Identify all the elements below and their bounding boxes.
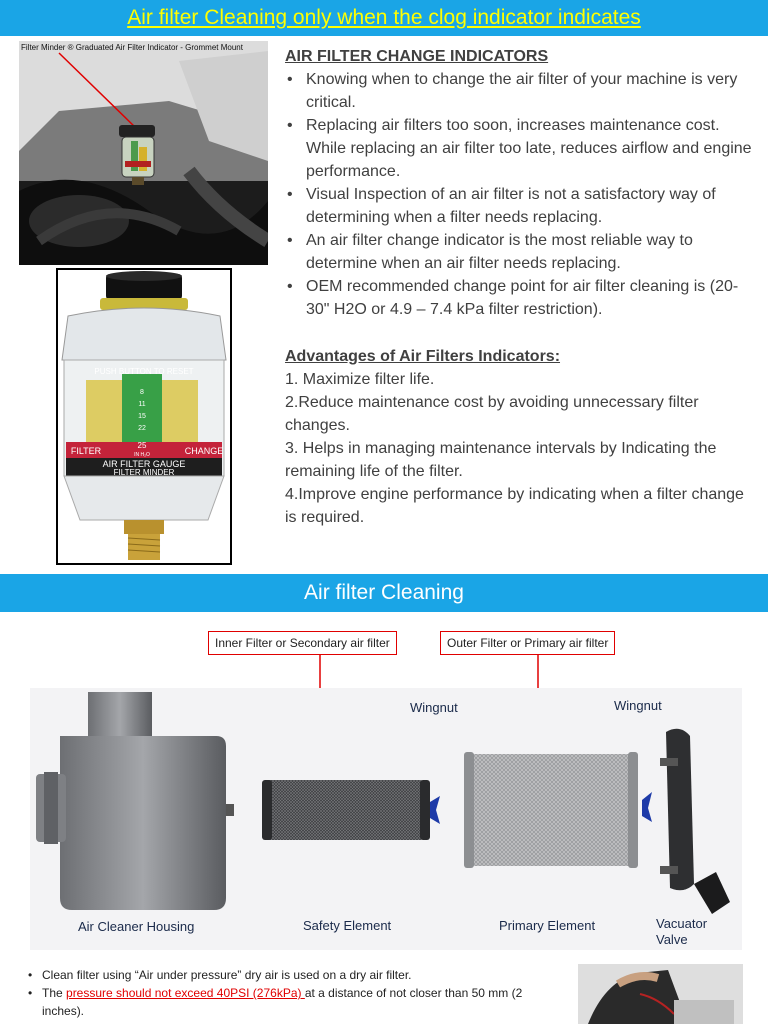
cleaning-photo-illustration xyxy=(578,964,743,1024)
vacuator-label-line1: Vacuator xyxy=(656,916,708,931)
safety-element-label: Safety Element xyxy=(303,918,392,933)
advantages-heading: Advantages of Air Filters Indicators: xyxy=(285,348,561,365)
cleaning-steps-list xyxy=(22,966,562,1020)
pressure-warning: pressure should not exceed 40PSI (276kPa) xyxy=(66,986,305,1000)
indicator-scale-25: 25 xyxy=(137,441,147,450)
primary-element-label: Primary Element xyxy=(499,918,596,933)
inner-filter-callout: Inner Filter or Secondary air filter xyxy=(208,631,397,655)
outer-filter-callout: Outer Filter or Primary air filter xyxy=(440,631,615,655)
wingnut-icon-1 xyxy=(430,796,440,824)
change-indicators-heading: AIR FILTER CHANGE INDICATORS xyxy=(285,48,549,65)
wingnut-label-1: Wingnut xyxy=(410,700,458,715)
top-banner-title: Air filter Cleaning only when the clog indicator indicates xyxy=(127,6,641,29)
indicator-scale-22: 22 xyxy=(138,425,146,432)
indicator-unit: IN H₂O xyxy=(134,452,150,458)
primary-element-shape xyxy=(464,752,638,868)
advantage-item: 4.Improve engine performance by indicating when a filter change is required. xyxy=(285,486,744,526)
indicator-scale-11: 11 xyxy=(138,401,146,408)
cleaning-step-2-suffix: at a distance of not closer than 50 mm (2 inches). xyxy=(42,986,523,1018)
cleaning-step-1: • Clean filter using “Air under pressure” dry air is used on a dry air filter. xyxy=(22,966,562,984)
indicator-scale-15: 15 xyxy=(138,413,146,420)
indicator-brand-line2: FILTER MINDER xyxy=(113,468,175,477)
cleaning-step-2 xyxy=(22,984,562,1020)
change-indicator-bullet: • Visual Inspection of an air filter is not a satisfactory way of determining when a filter needs replacing. xyxy=(285,183,757,229)
advantage-item: 1. Maximize filter life. xyxy=(285,371,435,388)
vacuator-label-line2: Valve xyxy=(656,932,688,947)
air-cleaner-housing-label: Air Cleaner Housing xyxy=(78,919,195,934)
change-indicator-bullet: • Replacing air filters too soon, increases maintenance cost. While replacing an air filter too late, reduces airflow and engine performance. xyxy=(285,114,757,183)
cleaning-step-2-prefix: The xyxy=(42,986,67,1000)
air-cleaner-housing-shape xyxy=(36,692,234,910)
change-indicator-bullet: • Knowing when to change the air filter of your machine is very critical. xyxy=(285,68,757,114)
indicator-brand-line1: AIR FILTER GAUGE xyxy=(102,459,186,469)
cleaning-photo xyxy=(578,964,743,1024)
advantage-item: 2.Reduce maintenance cost by avoiding unnecessary filter changes. xyxy=(285,394,699,434)
wingnut-icon-2 xyxy=(642,792,652,822)
indicator-scale-8: 8 xyxy=(140,389,144,396)
engine-photo-caption: Filter Minder ® Graduated Air Filter Indicator - Grommet Mount xyxy=(21,43,243,52)
wingnut-label-2: Wingnut xyxy=(614,698,662,713)
safety-element-shape xyxy=(262,780,430,840)
indicator-top-label: PUSH BUTTON TO RESET xyxy=(94,367,194,376)
end-cover-and-vacuator-shape xyxy=(660,729,730,914)
advantage-item: 3. Helps in managing maintenance intervals by Indicating the remaining life of the filter. xyxy=(285,440,717,480)
indicator-left-band: FILTER xyxy=(70,446,102,456)
air-cleaner-diagram xyxy=(30,688,742,950)
change-indicator-bullet: • An air filter change indicator is the most reliable way to determine when an air filter needs replacing. xyxy=(285,229,757,275)
mid-banner-title: Air filter Cleaning xyxy=(304,581,464,604)
indicator-right-band: CHANGE xyxy=(184,446,224,456)
air-cleaner-exploded-view xyxy=(30,688,742,950)
change-indicator-bullet: • OEM recommended change point for air filter cleaning is (20-30" H2O or 4.9 – 7.4 kPa filter restriction). xyxy=(285,275,757,321)
